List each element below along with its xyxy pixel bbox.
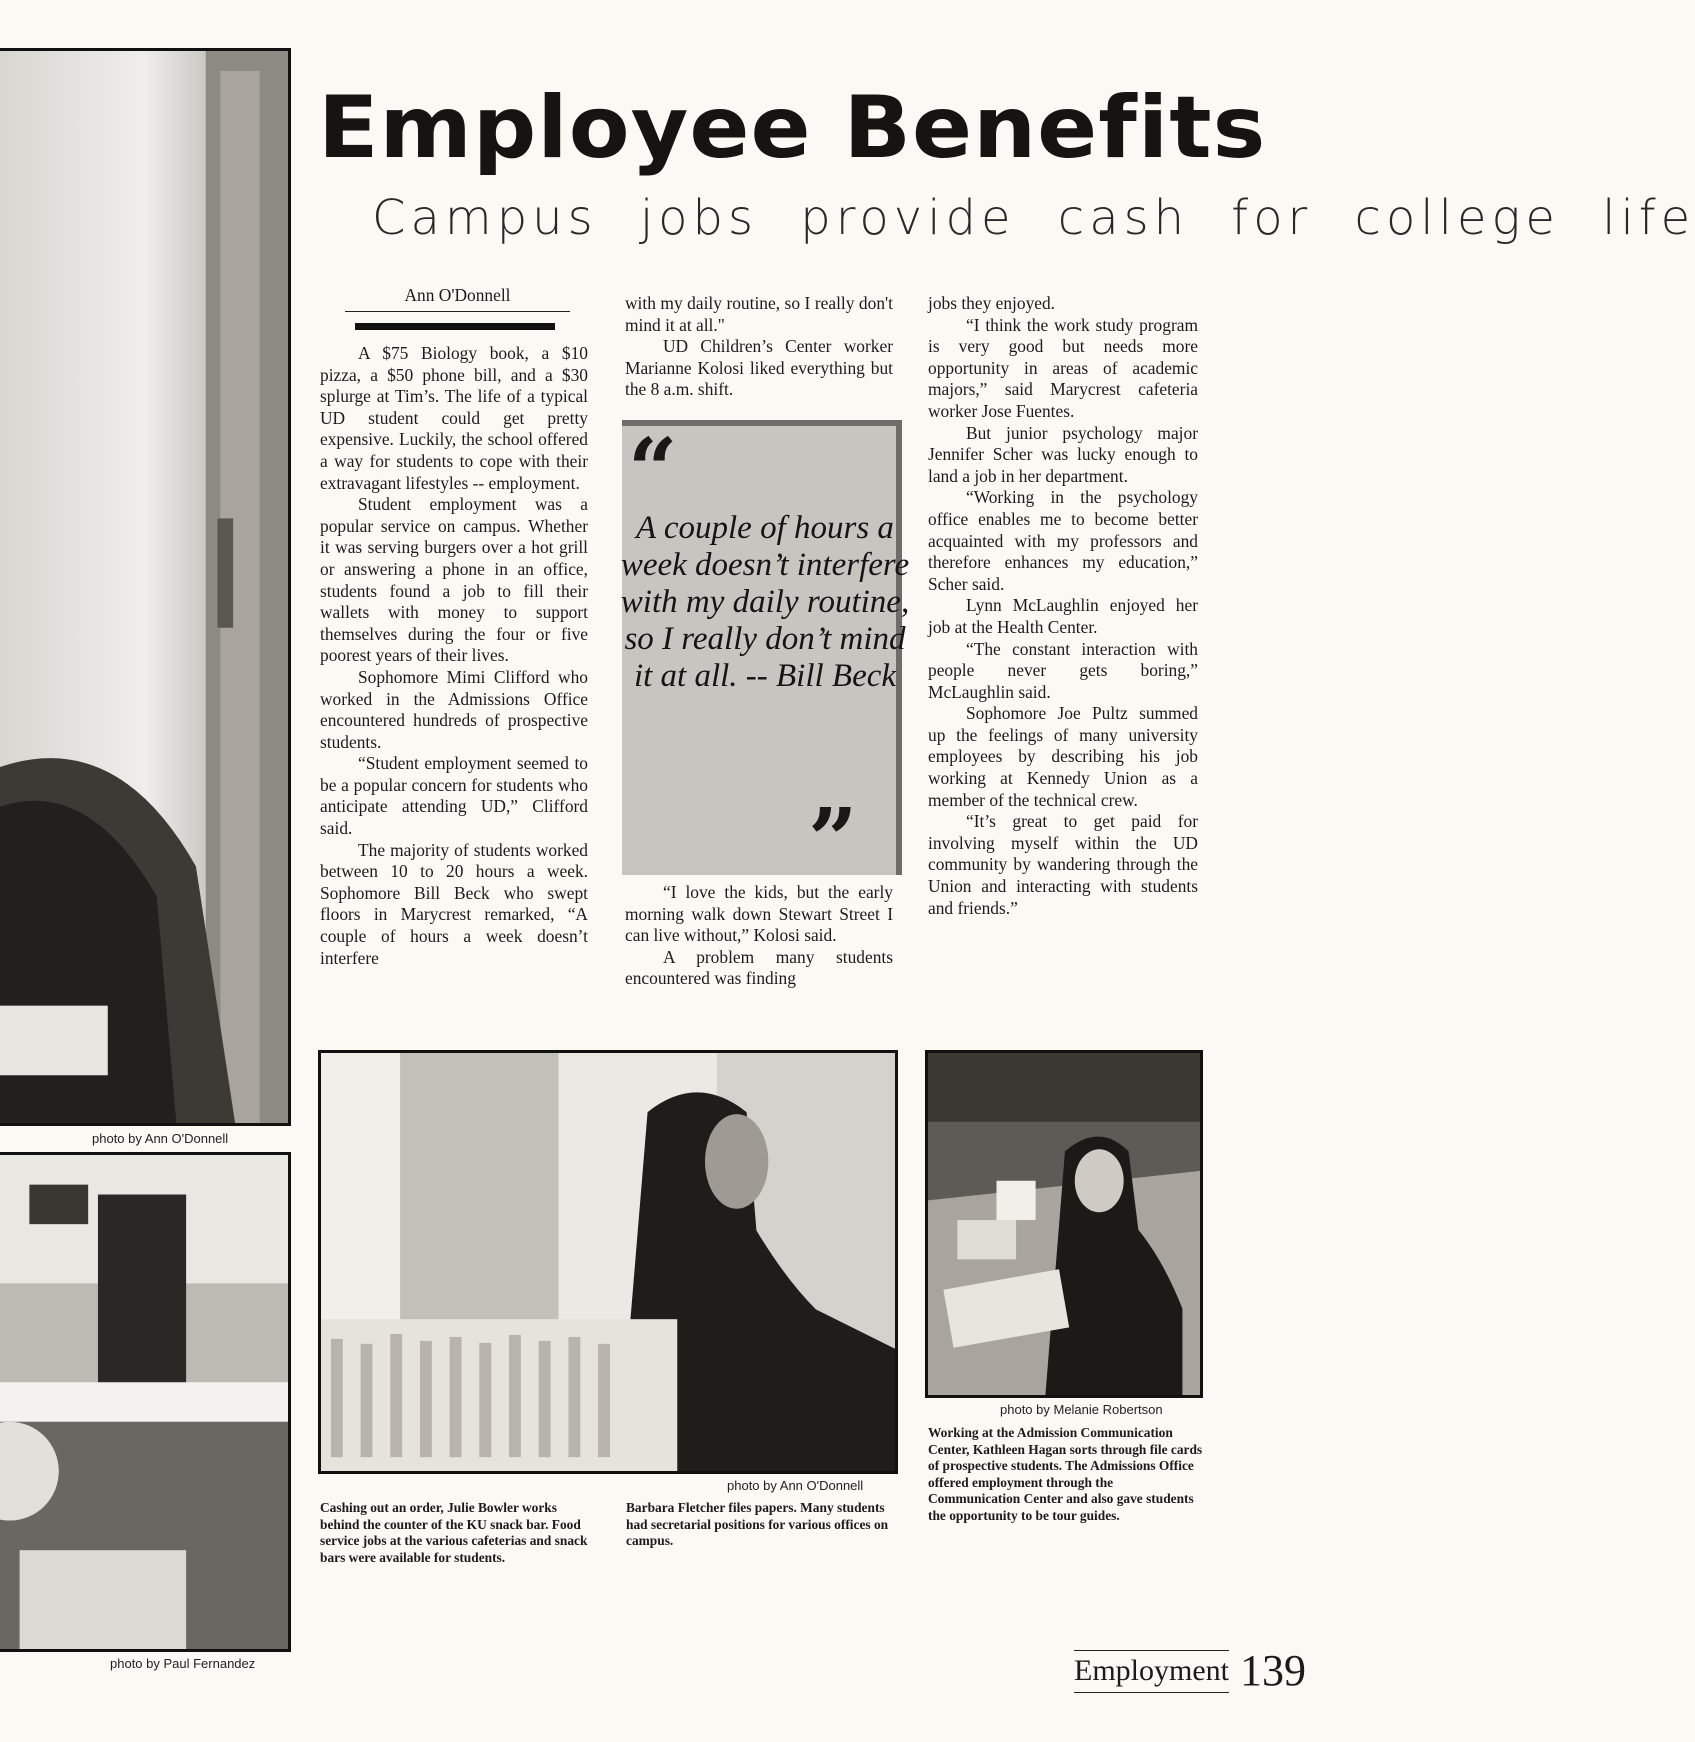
paragraph: Lynn McLaughlin enjoyed her job at the Health Center. — [928, 595, 1198, 637]
article-column-2-top — [625, 293, 893, 401]
paragraph: “The constant interaction with people never gets boring,” McLaughlin said. — [928, 638, 1198, 702]
paragraph: jobs they enjoyed. — [928, 293, 1056, 313]
paragraph: UD Children’s Center worker Marianne Kolosi liked everything but the 8 a.m. shift. — [625, 336, 893, 400]
paragraph: Student employment was a popular service on campus. Whether it was serving burgers over a hot grill or answering a phone in an office, students found a job to fill their wallets with money to support themselves during the four or five poorest years of their lives. — [320, 494, 588, 666]
photo-door-image — [0, 51, 288, 1123]
page-subtitle: Campus jobs provide cash for college life — [372, 190, 1695, 246]
photo-snack-bar — [0, 1152, 291, 1652]
paragraph: “I think the work study program is very good but needs more opportunity in areas of academic majors,” said Marycrest cafeteria worker Jose Fuentes. — [928, 314, 1198, 421]
paragraph: “Working in the psychology office enables me to become better acquainted with my professors and therefore enhances my education,” Scher said. — [928, 487, 1198, 594]
paragraph: “I love the kids, but the early morning walk down Stewart Street I can live without,” Kolosi said. — [625, 882, 893, 946]
photo-filing-papers — [318, 1050, 898, 1474]
photo-snack-bar-image — [0, 1155, 288, 1649]
photo-credit: photo by Ann O'Donnell — [727, 1478, 864, 1493]
photo-file-cards — [925, 1050, 1203, 1398]
article-column-3 — [928, 293, 1198, 919]
paragraph: A problem many students encountered was finding — [625, 946, 893, 989]
page-title: Employee Benefits — [318, 78, 1267, 178]
byline-bar — [355, 323, 555, 330]
byline: Ann O'Donnell — [404, 285, 511, 305]
paragraph: Sophomore Joe Pultz summed up the feelings of many university employees by describing his job working at Kennedy Union as a member of the technical crew. — [928, 703, 1198, 810]
pull-quote-close-mark: ” — [808, 790, 858, 891]
caption-right: Working at the Admission Communication Center, Kathleen Hagan sorts through file cards of prospective students. The Admissions Office offered employment through the Communication Center and also gave students the opportunity to be tour guides. — [928, 1425, 1203, 1523]
pull-quote-text: A couple of hours a week doesn’t interfere with my daily routine, so I really don’t mind it at all. -- Bill Beck — [620, 510, 910, 694]
paragraph: The majority of students worked between 10 to 20 hours a week. Sophomore Bill Beck who swept floors in Marycrest remarked, “A couple of hours a week doesn’t interfere — [320, 839, 588, 968]
article-column-1 — [320, 343, 588, 969]
pull-quote-open-mark: “ — [628, 420, 678, 521]
paragraph: Sophomore Mimi Clifford who worked in the Admissions Office encountered hundreds of prospective students. — [320, 666, 588, 752]
article-column-2-bottom — [625, 882, 893, 990]
byline-rule — [345, 311, 570, 312]
photo-credit: photo by Ann O'Donnell — [92, 1131, 229, 1146]
paragraph: A $75 Biology book, a $10 pizza, a $50 phone bill, and a $30 splurge at Tim’s. The life of a typical UD student could get pretty expensive. Luckily, the school offered a way for students to cope with their extravagant lifestyles -- employment. — [320, 343, 588, 493]
paragraph: But junior psychology major Jennifer Scher was lucky enough to land a job in her department. — [928, 422, 1198, 486]
page-number: 139 — [1240, 1646, 1306, 1695]
footer-rule-bottom — [1074, 1692, 1229, 1693]
photo-filing-image — [321, 1053, 895, 1471]
caption-left: Cashing out an order, Julie Bowler works behind the counter of the KU snack bar. Food service jobs at the various cafeterias and snack bars were available for students. — [320, 1500, 588, 1565]
paragraph: with my daily routine, so I really don't mind it at all." — [625, 293, 893, 335]
photo-credit: photo by Melanie Robertson — [1000, 1402, 1163, 1417]
photo-file-cards-image — [928, 1053, 1200, 1395]
photo-door-student — [0, 48, 291, 1126]
paragraph: “It’s great to get paid for involving myself within the UD community by wandering through the Union and interacting with students and friends.” — [928, 811, 1198, 918]
paragraph: “Student employment seemed to be a popular concern for students who anticipate attending UD,” Clifford said. — [320, 753, 588, 839]
footer-rule — [1074, 1650, 1229, 1651]
caption-center: Barbara Fletcher files papers. Many students had secretarial positions for various offices on campus. — [626, 1500, 889, 1549]
photo-credit: photo by Paul Fernandez — [110, 1656, 256, 1671]
footer-section: Employment — [1074, 1654, 1229, 1687]
